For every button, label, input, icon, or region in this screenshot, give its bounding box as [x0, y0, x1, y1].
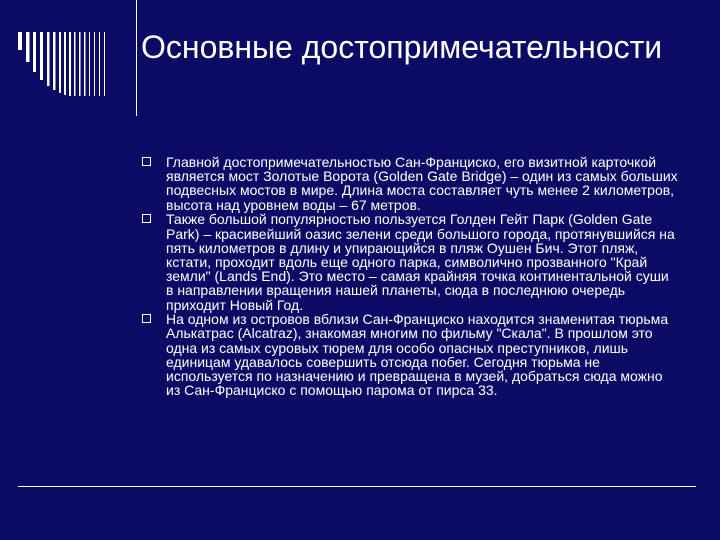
horizontal-divider — [18, 486, 696, 487]
square-bullet-icon — [142, 157, 151, 166]
bullet-text: Также большой популярностью пользуется Голден Гейт Парк (Golden Gate Park) – красивейший оазис зелени среди большого города, протянувшийся на пять километров в длину и упирающийся в пляж Оушен Бич. Этот пляж, кстати, проходит вдоль еще одного парка, символично прозванного "Край земли" (Lands End). Это место – самая крайняя точка континентальной суши в направлении вращения нашей планеты, сюда в последнюю очередь приходит Новый Год. — [166, 211, 675, 313]
bullet-text: На одном из островов вблизи Сан-Франциско находится знаменитая тюрьма Алькатрас (Alcatraz), знакомая многим по фильму "Скала". В прошлом это одна из самых суровых тюрем для особо опасных преступников, лишь единицам удавалось совершить отсюда побег. Сегодня тюрьма не используется по назначению и превращена в музей, добраться сюда можно из Сан-Франциско с помощью парома от пирса 33. — [166, 311, 669, 399]
bullet-list — [140, 155, 680, 398]
square-bullet-icon — [142, 214, 151, 223]
bullet-text: Главной достопримечательностью Сан-Франциско, его визитной карточкой является мост Золотые Ворота (Golden Gate Bridge) – один из самых больших подвесных мостов в мире. Длина моста составляет чуть менее 2 километров, высота над уровнем воды – 67 метров. — [166, 154, 678, 213]
bullet-item — [140, 212, 680, 311]
slide-title: Основные достопримечательности — [141, 29, 663, 65]
bullet-item — [140, 155, 680, 212]
decorative-bars — [18, 32, 128, 96]
square-bullet-icon — [142, 314, 151, 323]
vertical-divider — [136, 0, 137, 116]
bullet-item — [140, 312, 680, 397]
